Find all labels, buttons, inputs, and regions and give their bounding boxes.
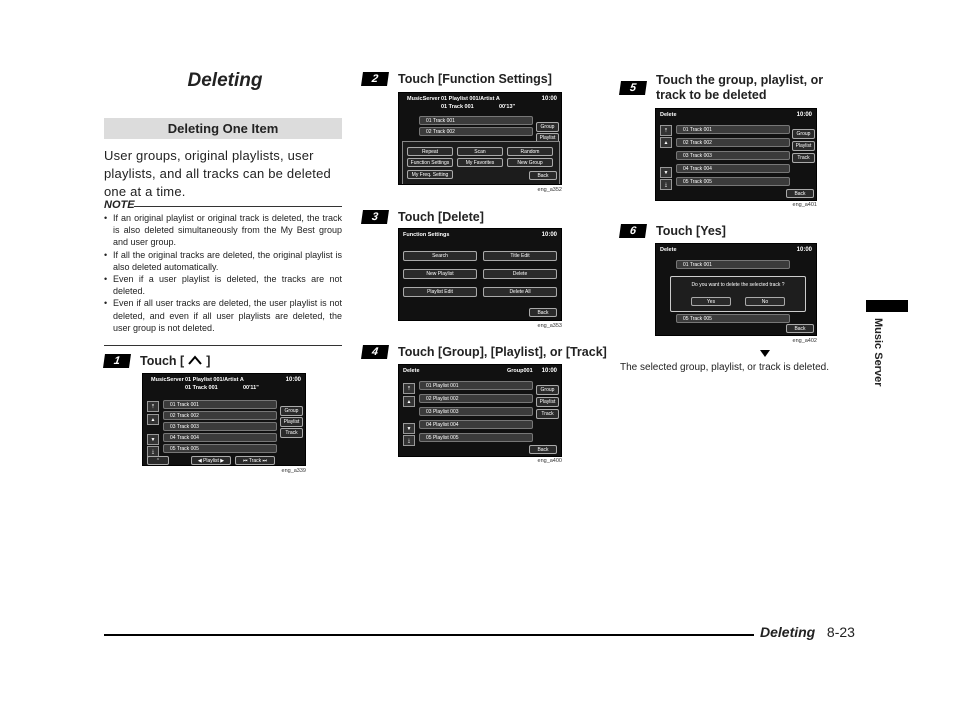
track-button: Track [280,428,303,438]
step-3 [362,210,484,224]
track-button: Track [792,153,815,163]
my-freq-setting-button: My Freq. Setting [407,170,453,179]
screen-time: 00'11" [243,385,259,391]
screen-playlist-info: 01 Playlist 001/Artist A [185,377,244,383]
playlist-button: Playlist [792,141,815,151]
screen-delete-group [398,364,562,457]
group-button: Group [536,385,559,395]
scroll-up-icon: ▲ [147,414,159,425]
figure-caption: eng_a400 [537,458,562,464]
repeat-button: Repeat [407,147,453,156]
list-item: 01 Track 001 [163,400,277,409]
scan-button: Scan [457,147,503,156]
my-favorites-button: My Favorites [457,158,503,167]
list-item: 01 Track 001 [419,116,533,125]
function-settings-button: Function Settings [407,158,453,167]
list-item: 05 Track 005 [163,444,277,453]
step-4 [362,345,607,359]
playlist-button: Playlist [536,397,559,407]
yes-button: Yes [691,297,731,306]
scroll-top-icon: ⤒ [403,383,415,394]
list-item: 01 Track 001 [676,260,790,269]
screen-delete-confirm [655,243,817,336]
playlist-button: Playlist [280,417,303,427]
group-button: Group [536,122,559,132]
footer-rule [104,634,754,636]
dialog-message: Do you want to delete the selected track ? [691,282,785,288]
list-item: 04 Track 004 [163,433,277,442]
step-number: 1 [103,354,131,368]
step-2 [362,72,552,86]
chevron-up-icon [188,354,202,368]
scroll-down-icon: ▼ [403,423,415,434]
note-item: • If an original playlist or original track is deleted, the track is also deleted simultaneously from the My Best group and user group. [104,212,342,249]
step-label-end: ] [206,354,211,368]
step-number: 5 [619,81,647,95]
delete-button: Delete [483,269,557,279]
playlist-nav-button: ◀ Playlist ▶ [191,456,231,465]
list-item: 04 Playlist 004 [419,420,533,429]
screen-title: Delete [660,247,677,253]
screen-title: Delete [403,368,420,374]
list-item: 05 Playlist 005 [419,433,533,442]
list-item: 05 Track 005 [676,177,790,186]
track-button: Track [536,409,559,419]
playlist-button: Playlist [536,133,559,143]
back-button: Back [529,171,557,180]
scroll-up-icon: ▲ [403,396,415,407]
scroll-down-icon: ▼ [660,167,672,178]
step-number: 3 [361,210,389,224]
scroll-bottom-icon: ⤓ [147,446,159,457]
down-arrow-icon [760,350,770,357]
screen-track-info: 01 Track 001 [441,104,474,110]
section-heading: Deleting One Item [104,118,342,139]
screen-title: Function Settings [403,232,450,238]
step-label: Touch [ [140,354,185,368]
note-label: NOTE [104,199,135,211]
list-item: 01 Playlist 001 [419,381,533,390]
scroll-bottom-icon: ⤓ [403,435,415,446]
screen-playlist-info: 01 Playlist 001/Artist A [441,96,500,102]
note-item: • Even if all user tracks are deleted, the user playlist is not deleted, and even if all user playlists are deleted, the user group is not deleted. [104,297,342,334]
step-label: Touch [Function Settings] [398,72,552,86]
screen-function-settings-open [398,92,562,185]
footer-section: Deleting [760,624,816,640]
list-item: 04 Track 004 [676,164,790,173]
scroll-down-icon: ▼ [147,434,159,445]
step-label: Touch the group, playlist, or track to be deleted [656,73,824,102]
side-label [870,318,884,458]
group-button: Group [792,129,815,139]
screen-music-server [142,373,306,466]
title-edit-button: Title Edit [483,251,557,261]
list-item: 05 Track 005 [676,314,790,323]
scroll-bottom-icon: ⤓ [660,179,672,190]
delete-all-button: Delete All [483,287,557,297]
figure-caption: eng_a401 [792,202,817,208]
step-6 [620,224,726,238]
step-1 [104,354,210,368]
note-end-rule [104,345,342,346]
screen-clock: 10:00 [285,377,301,383]
figure-caption: eng_a402 [792,338,817,344]
step-label: Touch [Group], [Playlist], or [Track] [398,345,607,359]
scroll-top-icon: ⤒ [147,401,159,412]
new-playlist-button: New Playlist [403,269,477,279]
confirm-dialog [670,276,806,312]
figure-caption: eng_a339 [281,468,306,474]
result-text: The selected group, playlist, or track is deleted. [620,362,829,373]
screen-logo: MusicServer [151,377,184,383]
step-label: Touch [Delete] [398,210,484,224]
page-title: Deleting [187,70,263,91]
list-item: 02 Track 002 [676,138,790,147]
side-tab [866,300,908,312]
back-button: Back [786,324,814,333]
track-nav-button: ⏮ Track ⏭ [235,456,275,465]
page-number: 8-23 [826,624,855,640]
list-item: 01 Track 001 [676,125,790,134]
screen-clock: 10:00 [796,112,812,118]
step-number: 2 [361,72,389,86]
figure-caption: eng_a353 [537,323,562,329]
random-button: Random [507,147,553,156]
figure-caption: eng_a352 [537,187,562,193]
list-item: 02 Playlist 002 [419,394,533,403]
group-button: Group [280,406,303,416]
screen-time: 00'13" [499,104,516,110]
note-list [104,212,342,334]
back-button: Back [786,189,814,198]
screen-track-info: 01 Track 001 [185,385,218,391]
screen-clock: 10:00 [541,232,557,238]
scroll-up-icon: ▲ [660,137,672,148]
list-item: 02 Track 002 [419,127,533,136]
search-button: Search [403,251,477,261]
list-item: 03 Playlist 003 [419,407,533,416]
screen-delete-tracks [655,108,817,201]
scroll-top-icon: ⤒ [660,125,672,136]
screen-clock: 10:00 [541,368,557,374]
chevron-up-icon: ⌃ [147,456,169,465]
note-header [104,199,342,211]
side-label-text: Music Server [872,318,884,387]
screen-clock: 10:00 [796,247,812,253]
list-item: 03 Track 003 [163,422,277,431]
list-item: 03 Track 003 [676,151,790,160]
no-button: No [745,297,785,306]
list-item: 02 Track 002 [163,411,277,420]
screen-clock: 10:00 [541,96,557,102]
playlist-edit-button: Playlist Edit [403,287,477,297]
step-number: 4 [361,345,389,359]
back-button: Back [529,445,557,454]
note-rule [134,206,342,207]
screen-group-name: Group001 [507,368,533,374]
back-button: Back [529,308,557,317]
step-number: 6 [619,224,647,238]
new-group-button: New Group [507,158,553,167]
note-item: • If all the original tracks are deleted, the original playlist is also deleted automatically. [104,249,342,273]
step-5 [620,73,860,103]
note-item: • Even if a user playlist is deleted, the tracks are not deleted. [104,273,342,297]
screen-title: Delete [660,112,677,118]
footer [760,624,855,640]
screen-function-settings [398,228,562,321]
step-label: Touch [Yes] [656,224,726,238]
intro-text: User groups, original playlists, user playlists, and all tracks can be deleted one at a time. [104,148,331,199]
screen-logo: MusicServer [407,96,440,102]
